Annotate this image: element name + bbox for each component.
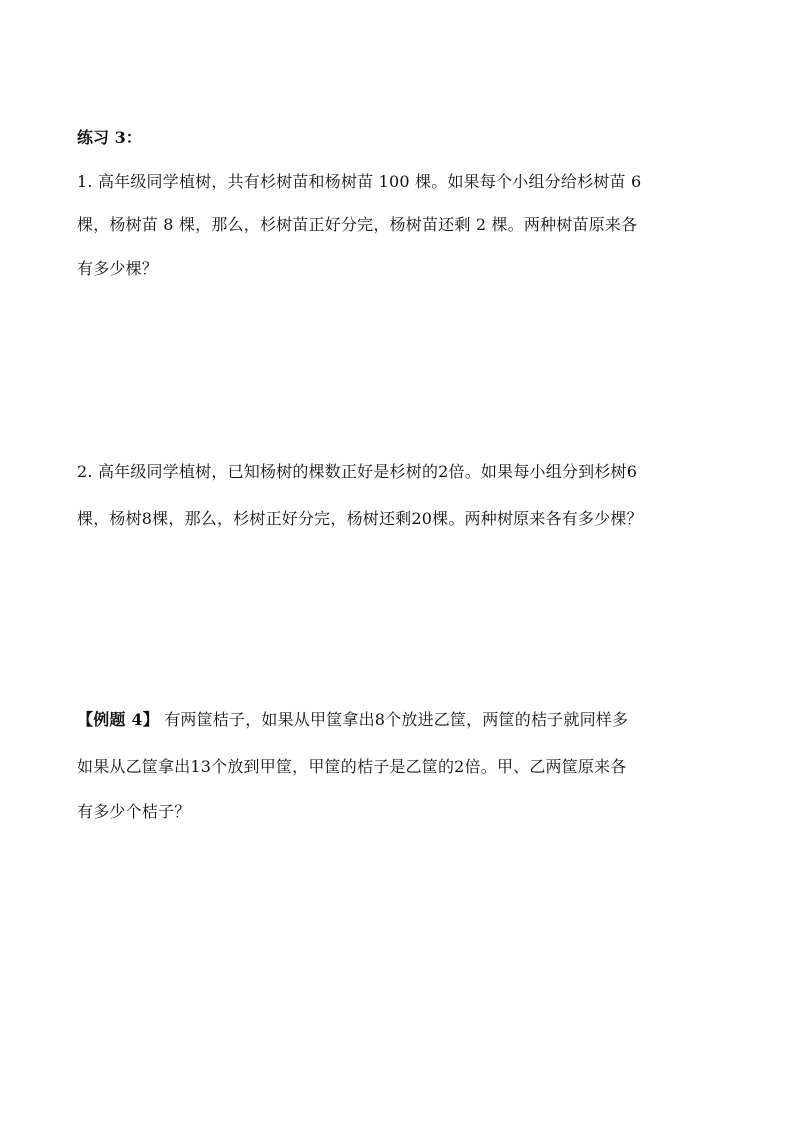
problem-2-line-2: 棵，杨树8棵，那么，杉树正好分完，杨树还剩20棵。两种树原来各有多少棵？: [77, 509, 643, 528]
example-4-line-1: [77, 710, 727, 730]
problem-1-line-1: 1. 高年级同学植树，共有杉树苗和杨树苗 100 棵。如果每个小组分给杉树苗 6: [77, 172, 642, 191]
problem-1-line-3: 有多少棵？: [77, 259, 159, 278]
example-4-label: 【例题 4】: [77, 710, 159, 729]
problem-2: [77, 462, 727, 529]
problem-1-line-2: 棵，杨树苗 8 棵，那么，杉树苗正好分完，杨树苗还剩 2 棵。两种树苗原来各: [77, 215, 638, 234]
problem-1: [77, 172, 727, 279]
example-4-line-3: 有多少个桔子？: [77, 802, 191, 821]
example-4: [77, 710, 727, 822]
section-heading: 练习 3：: [77, 128, 142, 147]
problem-2-line-1: 2. 高年级同学植树，已知杨树的棵数正好是杉树的2倍。如果每小组分到杉树6: [77, 462, 638, 481]
example-4-line-1-text: 有两筐桔子，如果从甲筐拿出8个放进乙筐，两筐的桔子就同样多: [158, 710, 629, 729]
example-4-line-2: 如果从乙筐拿出13个放到甲筐，甲筐的桔子是乙筐的2倍。甲、乙两筐原来各: [77, 757, 627, 776]
